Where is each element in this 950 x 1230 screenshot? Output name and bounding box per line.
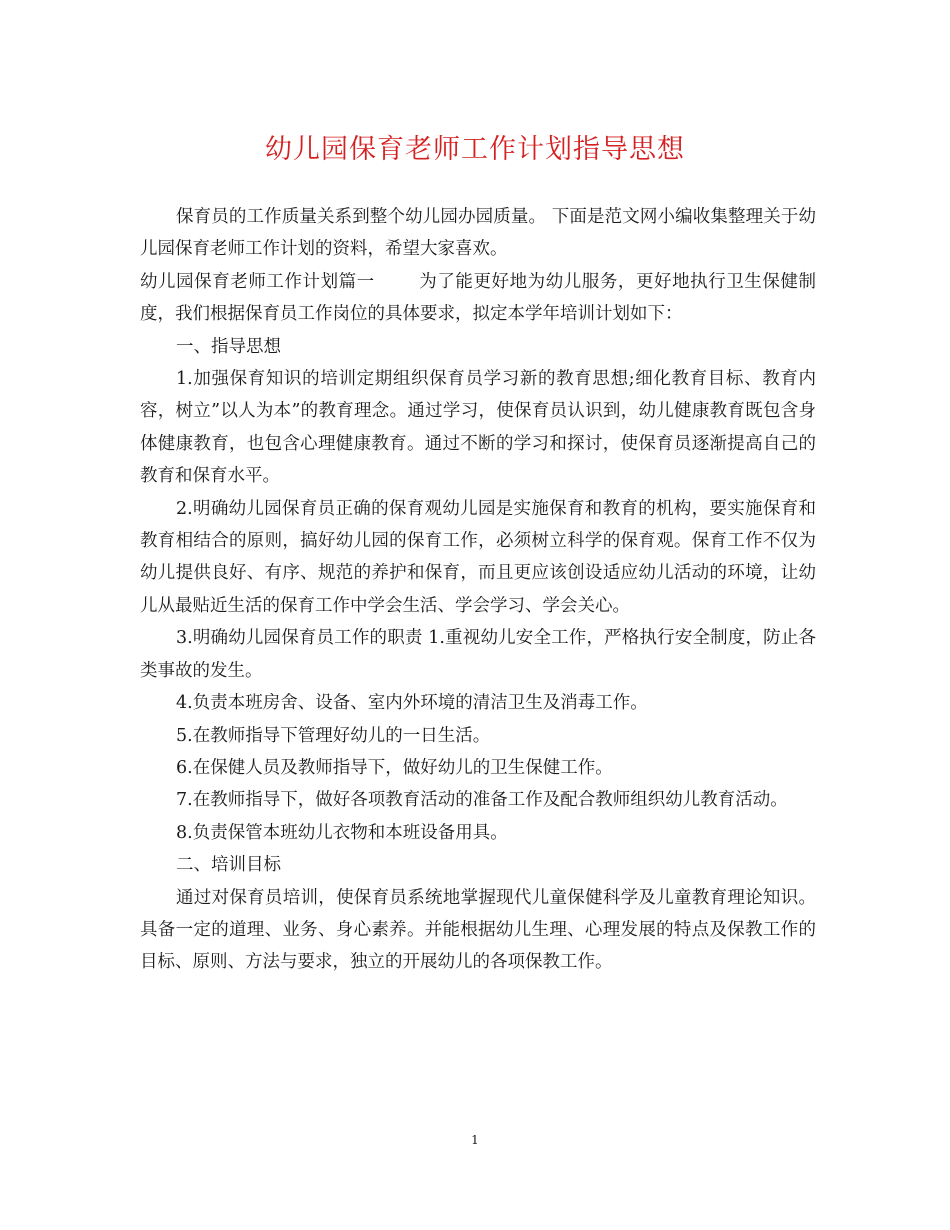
list-item-5: 5.在教师指导下管理好幼儿的一日生活。 [176,725,491,746]
list-item-4: 4.负责本班房舍、设备、室内外环境的清洁卫生及消毒工作。 [176,693,648,714]
page-number: 1 [471,1133,479,1147]
document-body [140,201,816,979]
list-item-1: 1.加强保育知识的培训定期组织保育员学习新的教育思想;细化教育目标、教育内容，树立”以人为本”的教育理念。通过学习，使保育员认识到，幼儿健康教育既包含身体健康教育，也包含心理健康教育。通过不断的学习和探讨，使保育员逐渐提高自己的教育和保育水平。 [140,369,816,487]
list-item-3: 3.明确幼儿园保育员工作的职责 1.重视幼儿安全工作，严格执行安全制度，防止各类事故的发生。 [140,628,816,681]
list-item-8: 8.负责保管本班幼儿衣物和本班设备用具。 [176,822,508,843]
heading-guiding-ideology: 一、指导思想 [176,336,281,357]
section-text: 为了能更好地为幼儿服务，更好地执行卫生保健制度，我们根据保育员工作岗位的具体要求，拟定本学年培训计划如下： [140,271,817,325]
heading-training-goals: 二、培训目标 [176,855,281,876]
intro-paragraph: 保育员的工作质量关系到整个幼儿园办园质量。 下面是范文网小编收集整理关于幼儿园保育老师工作计划的资料，希望大家喜欢。 [140,207,816,260]
list-item-7: 7.在教师指导下，做好各项教育活动的准备工作及配合教师组织幼儿教育活动。 [176,790,788,811]
goal-paragraph: 通过对保育员培训，使保育员系统地掌握现代儿童保健科学及儿童教育理论知识。具备一定的道理、业务、身心素养。并能根据幼儿生理、心理发展的特点及保教工作的目标、原则、方法与要求，独立的开展幼儿的各项保教工作。 [140,887,816,973]
list-item-2: 2.明确幼儿园保育员正确的保育观幼儿园是实施保育和教育的机构，要实施保育和教育相结合的原则，搞好幼儿园的保育工作，必须树立科学的保育观。保育工作不仅为幼儿提供良好、有序、规范的养护和保育，而且更应该创设适应幼儿活动的环境，让幼儿从最贴近生活的保育工作中学会生活、学会学习、学会关心。 [140,498,816,616]
section-paragraph [140,266,816,331]
document-title: 幼儿园保育老师工作计划指导思想 [265,134,685,165]
section-label: 幼儿园保育老师工作计划篇一 [140,271,375,292]
list-item-6: 6.在保健人员及教师指导下，做好幼儿的卫生保健工作。 [176,757,613,778]
